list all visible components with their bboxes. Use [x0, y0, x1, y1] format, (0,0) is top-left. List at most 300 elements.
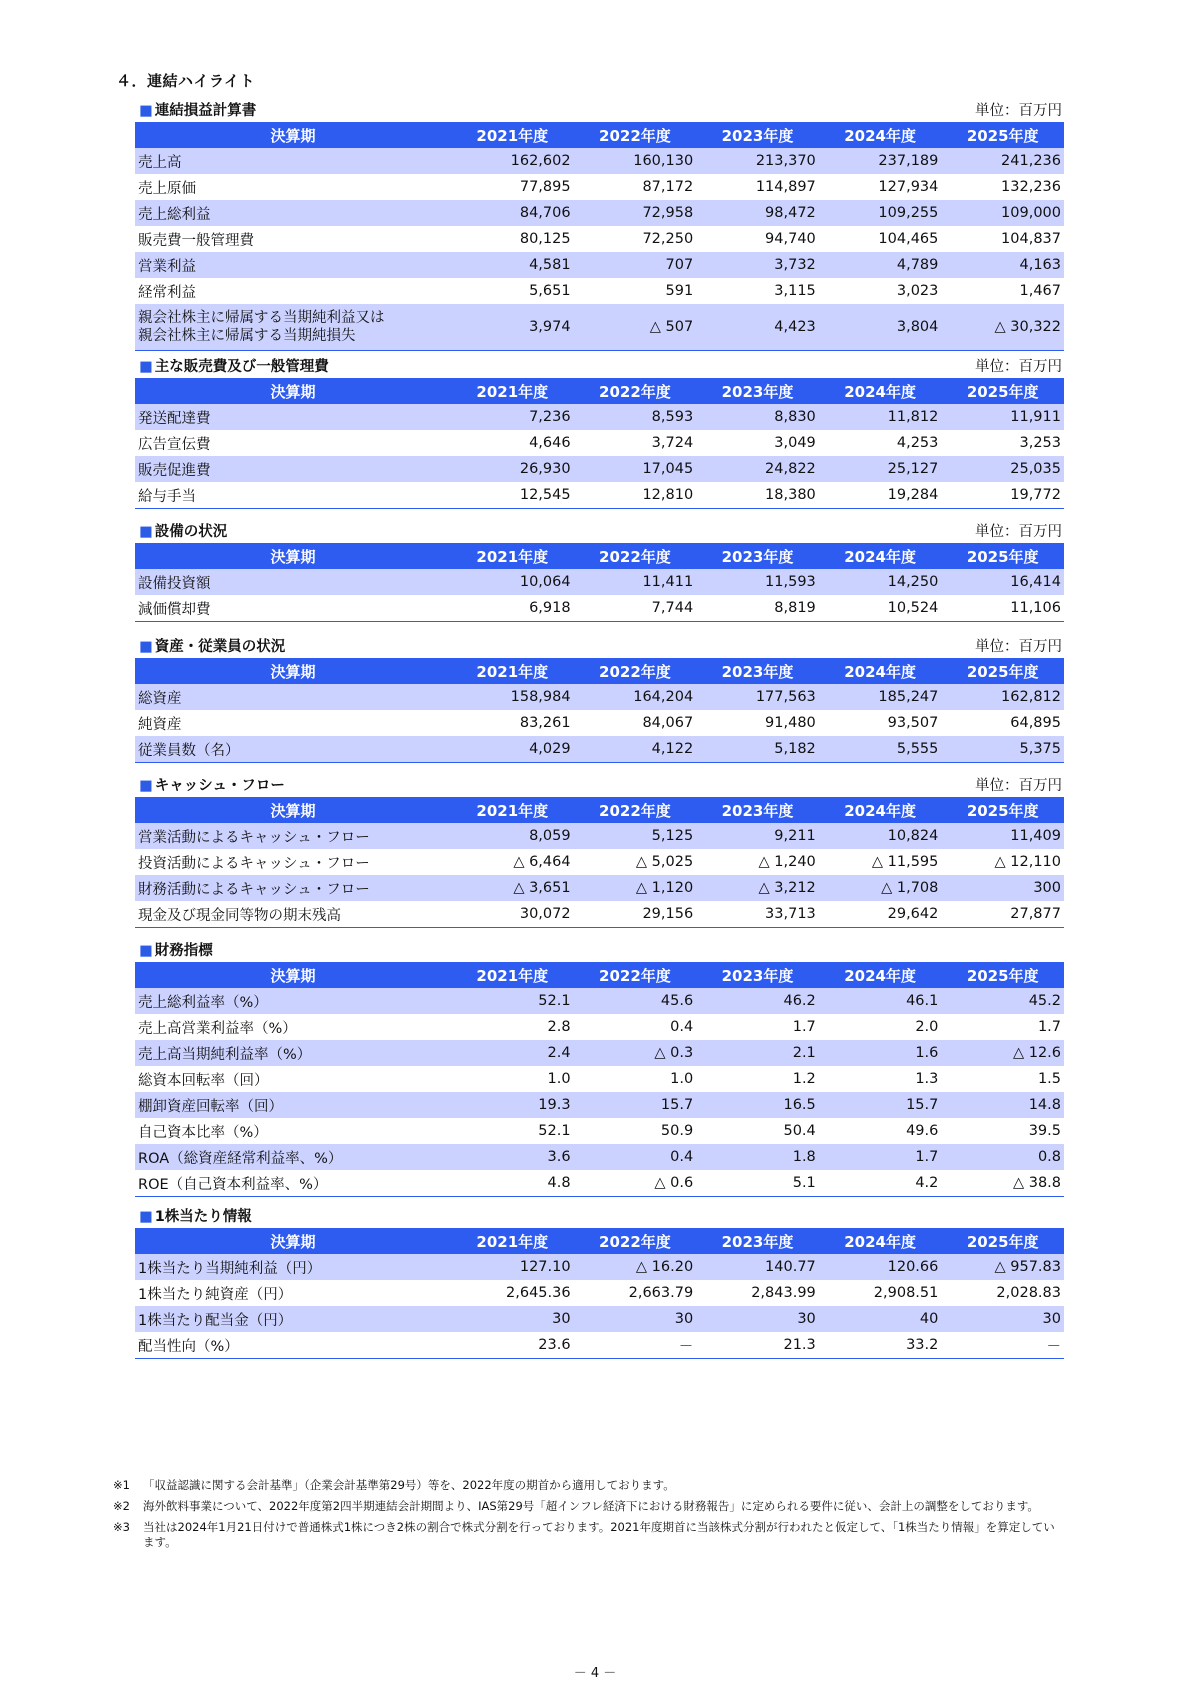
- value-cell: 3,049: [696, 430, 819, 456]
- row-label-text: ROA（総資産経常利益率、%）: [138, 1150, 343, 1167]
- value-cell: 591: [574, 278, 697, 304]
- section-1: [135, 100, 1064, 351]
- footnote-text: 海外飲料事業について、2022年度第2四半期連結会計期間より、IAS第29号「超インフレ経済下における財務報告」に定められる要件に従い、会計上の調整をしております。: [143, 1499, 1039, 1513]
- row-label-text: 総資産: [138, 690, 182, 707]
- data-table: [135, 122, 1064, 351]
- row-label-text: 減価償却費: [138, 601, 211, 618]
- row-label-text: 従業員数（名）: [138, 742, 240, 759]
- table-row: [135, 875, 1064, 901]
- column-header-period: 決算期: [135, 378, 451, 404]
- column-header-year: 2023年度: [696, 543, 819, 569]
- page-heading: ４．連結ハイライト: [116, 72, 256, 90]
- row-label: [135, 710, 451, 736]
- column-header-year: 2023年度: [696, 962, 819, 988]
- row-label-text: 広告宣伝費: [138, 436, 211, 453]
- row-label-text: 売上総利益: [138, 206, 211, 223]
- value-cell: △ 0.3: [574, 1040, 697, 1066]
- column-header-period: 決算期: [135, 122, 451, 148]
- row-label: [135, 482, 451, 509]
- value-cell: 4,163: [941, 252, 1064, 278]
- row-label-text: 財務活動によるキャッシュ・フロー: [138, 881, 370, 898]
- table-row: [135, 1170, 1064, 1197]
- value-cell: 1.0: [574, 1066, 697, 1092]
- square-bullet-icon: ■: [139, 103, 153, 119]
- value-cell: 33.2: [819, 1332, 942, 1359]
- value-cell: 1.7: [941, 1014, 1064, 1040]
- row-label: [135, 1332, 451, 1359]
- value-cell: 14.8: [941, 1092, 1064, 1118]
- section-title: [139, 99, 256, 120]
- value-cell: 30: [696, 1306, 819, 1332]
- value-cell: 40: [819, 1306, 942, 1332]
- footnote-3: [113, 1520, 1063, 1550]
- row-label: [135, 148, 451, 174]
- table-row: [135, 595, 1064, 622]
- value-cell: 30: [451, 1306, 574, 1332]
- row-label-text: 配当性向（%）: [138, 1338, 239, 1355]
- row-label-text: 棚卸資産回転率（回）: [138, 1098, 283, 1115]
- value-cell: 83,261: [451, 710, 574, 736]
- value-cell: 10,824: [819, 823, 942, 849]
- value-cell: 1.8: [696, 1144, 819, 1170]
- value-cell: 11,106: [941, 595, 1064, 622]
- value-cell: 237,189: [819, 148, 942, 174]
- value-cell: 1.7: [696, 1014, 819, 1040]
- table-row: [135, 1014, 1064, 1040]
- value-cell: 45.2: [941, 988, 1064, 1014]
- column-header-year: 2021年度: [451, 658, 574, 684]
- square-bullet-icon: ■: [139, 359, 153, 375]
- value-cell: 177,563: [696, 684, 819, 710]
- unit-label: 単位：百万円: [975, 524, 1062, 540]
- section-header: [135, 356, 1064, 378]
- value-cell: 0.8: [941, 1144, 1064, 1170]
- value-cell: 46.1: [819, 988, 942, 1014]
- value-cell: 0.4: [574, 1014, 697, 1040]
- column-header-year: 2025年度: [941, 1228, 1064, 1254]
- value-cell: 1.5: [941, 1066, 1064, 1092]
- row-label-text: 売上高: [138, 154, 182, 171]
- section-title: [139, 939, 213, 960]
- value-cell: △ 1,708: [819, 875, 942, 901]
- value-cell: △ 3,212: [696, 875, 819, 901]
- section-header: [135, 775, 1064, 797]
- table-row: [135, 430, 1064, 456]
- value-cell: △ 30,322: [941, 304, 1064, 351]
- value-cell: 1.7: [819, 1144, 942, 1170]
- value-cell: 8,830: [696, 404, 819, 430]
- value-cell: 8,059: [451, 823, 574, 849]
- footnote-mark: ※2: [113, 1499, 130, 1513]
- row-label: [135, 988, 451, 1014]
- square-bullet-icon: ■: [139, 524, 153, 540]
- value-cell: 140.77: [696, 1254, 819, 1280]
- row-label: [135, 569, 451, 595]
- table-row: [135, 736, 1064, 763]
- value-cell: 4,423: [696, 304, 819, 351]
- square-bullet-icon: ■: [139, 778, 153, 794]
- value-cell: 11,812: [819, 404, 942, 430]
- value-cell: 33,713: [696, 901, 819, 928]
- value-cell: 3,974: [451, 304, 574, 351]
- value-cell: 2.4: [451, 1040, 574, 1066]
- table-header-row: [135, 658, 1064, 684]
- value-cell: 158,984: [451, 684, 574, 710]
- column-header-year: 2023年度: [696, 378, 819, 404]
- value-cell: △ 6,464: [451, 849, 574, 875]
- row-label: [135, 1280, 451, 1306]
- column-header-year: 2022年度: [574, 797, 697, 823]
- column-header-year: 2023年度: [696, 122, 819, 148]
- column-header-year: 2021年度: [451, 962, 574, 988]
- value-cell: 6,918: [451, 595, 574, 622]
- value-cell: 160,130: [574, 148, 697, 174]
- row-label-text: 営業利益: [138, 258, 196, 275]
- row-label-text: 純資産: [138, 716, 182, 733]
- row-label: [135, 1014, 451, 1040]
- column-header-year: 2021年度: [451, 122, 574, 148]
- value-cell: 15.7: [574, 1092, 697, 1118]
- table-row: [135, 226, 1064, 252]
- value-cell: 5,182: [696, 736, 819, 763]
- value-cell: 7,236: [451, 404, 574, 430]
- footnote-mark: ※1: [113, 1478, 130, 1492]
- column-header-period: 決算期: [135, 543, 451, 569]
- value-cell: 25,127: [819, 456, 942, 482]
- value-cell: 2,843.99: [696, 1280, 819, 1306]
- value-cell: 3,804: [819, 304, 942, 351]
- table-row: [135, 1144, 1064, 1170]
- value-cell: △ 957.83: [941, 1254, 1064, 1280]
- section-title: [139, 1205, 252, 1226]
- section-header: [135, 521, 1064, 543]
- value-cell: 30,072: [451, 901, 574, 928]
- column-header-year: 2021年度: [451, 797, 574, 823]
- value-cell: 52.1: [451, 1118, 574, 1144]
- square-bullet-icon: ■: [139, 1209, 153, 1225]
- column-header-year: 2023年度: [696, 658, 819, 684]
- value-cell: 3,732: [696, 252, 819, 278]
- value-cell: 4.8: [451, 1170, 574, 1197]
- value-cell: 64,895: [941, 710, 1064, 736]
- value-cell: 7,744: [574, 595, 697, 622]
- value-cell: △ 12.6: [941, 1040, 1064, 1066]
- column-header-year: 2024年度: [819, 658, 942, 684]
- value-cell: 2,908.51: [819, 1280, 942, 1306]
- value-cell: △ 11,595: [819, 849, 942, 875]
- table-row: [135, 404, 1064, 430]
- data-table: [135, 658, 1064, 763]
- value-cell: 1.6: [819, 1040, 942, 1066]
- table-row: [135, 1332, 1064, 1359]
- table-row: [135, 823, 1064, 849]
- section-7: [135, 1206, 1064, 1359]
- row-label-text-line2: 親会社株主に帰属する当期純損失: [138, 328, 356, 344]
- table-row: [135, 1280, 1064, 1306]
- row-label: [135, 1118, 451, 1144]
- section-header: [135, 636, 1064, 658]
- footnote-1: [113, 1478, 1063, 1493]
- row-label-text: 投資活動によるキャッシュ・フロー: [138, 855, 370, 872]
- row-label: [135, 684, 451, 710]
- value-cell: △ 16.20: [574, 1254, 697, 1280]
- value-cell: 15.7: [819, 1092, 942, 1118]
- page-number: － 4 －: [573, 1666, 617, 1681]
- table-row: [135, 569, 1064, 595]
- table-row: [135, 1092, 1064, 1118]
- row-label: [135, 304, 451, 351]
- column-header-year: 2024年度: [819, 543, 942, 569]
- unit-label: 単位：百万円: [975, 778, 1062, 794]
- value-cell: 213,370: [696, 148, 819, 174]
- row-label: [135, 278, 451, 304]
- table-row: [135, 901, 1064, 928]
- value-cell: △ 3,651: [451, 875, 574, 901]
- value-cell: 5,555: [819, 736, 942, 763]
- section-title-text: 資産・従業員の状況: [154, 639, 286, 655]
- row-label-text: 1株当たり純資産（円）: [138, 1286, 293, 1303]
- value-cell: 80,125: [451, 226, 574, 252]
- value-cell: 3,115: [696, 278, 819, 304]
- section-header: [135, 940, 1064, 962]
- value-cell: 12,545: [451, 482, 574, 509]
- value-cell: 162,602: [451, 148, 574, 174]
- column-header-period: 決算期: [135, 1228, 451, 1254]
- data-table: [135, 797, 1064, 928]
- square-bullet-icon: ■: [139, 943, 153, 959]
- value-cell: 9,211: [696, 823, 819, 849]
- value-cell: 8,819: [696, 595, 819, 622]
- column-header-year: 2025年度: [941, 962, 1064, 988]
- row-label-text: 販売費一般管理費: [138, 232, 254, 249]
- value-cell: 39.5: [941, 1118, 1064, 1144]
- value-cell: 3,253: [941, 430, 1064, 456]
- value-cell: 162,812: [941, 684, 1064, 710]
- value-cell: 26,930: [451, 456, 574, 482]
- value-cell: 2,645.36: [451, 1280, 574, 1306]
- row-label: [135, 901, 451, 928]
- value-cell: －: [941, 1332, 1064, 1359]
- footnote-text: 当社は2024年1月21日付けで普通株式1株につき2株の割合で株式分割を行っております。2021年度期首に当該株式分割が行われたと仮定して、「1株当たり情報」を算定しています。: [143, 1520, 1055, 1549]
- section-title: [139, 355, 329, 376]
- value-cell: 4,122: [574, 736, 697, 763]
- table-row: [135, 710, 1064, 736]
- value-cell: 10,064: [451, 569, 574, 595]
- value-cell: 127,934: [819, 174, 942, 200]
- value-cell: 2.1: [696, 1040, 819, 1066]
- table-row: [135, 1306, 1064, 1332]
- column-header-year: 2021年度: [451, 1228, 574, 1254]
- row-label: [135, 1254, 451, 1280]
- row-label-text: 親会社株主に帰属する当期純利益又は: [138, 310, 385, 326]
- column-header-year: 2024年度: [819, 378, 942, 404]
- footnote-text: 「収益認識に関する会計基準」（企業会計基準第29号）等を、2022年度の期首から適用しております。: [143, 1478, 675, 1492]
- row-label: [135, 1066, 451, 1092]
- row-label-text: 営業活動によるキャッシュ・フロー: [138, 829, 370, 846]
- value-cell: 4,253: [819, 430, 942, 456]
- row-label: [135, 875, 451, 901]
- section-3: [135, 521, 1064, 622]
- column-header-year: 2025年度: [941, 543, 1064, 569]
- table-header-row: [135, 1228, 1064, 1254]
- row-label-text: 設備投資額: [138, 575, 211, 592]
- value-cell: △ 38.8: [941, 1170, 1064, 1197]
- value-cell: 2.8: [451, 1014, 574, 1040]
- footnote-2: [113, 1499, 1063, 1514]
- column-header-year: 2022年度: [574, 1228, 697, 1254]
- value-cell: 72,958: [574, 200, 697, 226]
- section-title: [139, 774, 285, 795]
- value-cell: 52.1: [451, 988, 574, 1014]
- column-header-year: 2021年度: [451, 378, 574, 404]
- value-cell: 12,810: [574, 482, 697, 509]
- value-cell: 5.1: [696, 1170, 819, 1197]
- row-label-text: 販売促進費: [138, 462, 211, 479]
- row-label: [135, 430, 451, 456]
- row-label: [135, 823, 451, 849]
- value-cell: 8,593: [574, 404, 697, 430]
- value-cell: 18,380: [696, 482, 819, 509]
- section-header: [135, 1206, 1064, 1228]
- value-cell: 11,593: [696, 569, 819, 595]
- value-cell: 27,877: [941, 901, 1064, 928]
- column-header-period: 決算期: [135, 658, 451, 684]
- value-cell: 241,236: [941, 148, 1064, 174]
- table-row: [135, 988, 1064, 1014]
- value-cell: 94,740: [696, 226, 819, 252]
- table-row: [135, 849, 1064, 875]
- column-header-period: 決算期: [135, 797, 451, 823]
- row-label-text: 1株当たり配当金（円）: [138, 1312, 293, 1329]
- row-label: [135, 404, 451, 430]
- section-5: [135, 775, 1064, 928]
- value-cell: 109,000: [941, 200, 1064, 226]
- value-cell: 120.66: [819, 1254, 942, 1280]
- value-cell: 104,837: [941, 226, 1064, 252]
- row-label-text: 売上総利益率（%）: [138, 994, 268, 1011]
- row-label: [135, 1170, 451, 1197]
- value-cell: 23.6: [451, 1332, 574, 1359]
- footnote-mark: ※3: [113, 1520, 130, 1534]
- value-cell: 29,156: [574, 901, 697, 928]
- table-header-row: [135, 122, 1064, 148]
- row-label-text: 自己資本比率（%）: [138, 1124, 268, 1141]
- data-table: [135, 378, 1064, 509]
- data-table: [135, 543, 1064, 622]
- column-header-year: 2022年度: [574, 543, 697, 569]
- value-cell: △ 5,025: [574, 849, 697, 875]
- value-cell: △ 1,240: [696, 849, 819, 875]
- column-header-year: 2023年度: [696, 1228, 819, 1254]
- unit-label: 単位：百万円: [975, 103, 1062, 119]
- column-header-year: 2024年度: [819, 122, 942, 148]
- column-header-period: 決算期: [135, 962, 451, 988]
- value-cell: 45.6: [574, 988, 697, 1014]
- table-header-row: [135, 797, 1064, 823]
- value-cell: 24,822: [696, 456, 819, 482]
- value-cell: 3.6: [451, 1144, 574, 1170]
- row-label-text: 売上原価: [138, 180, 196, 197]
- column-header-year: 2025年度: [941, 797, 1064, 823]
- column-header-year: 2024年度: [819, 797, 942, 823]
- value-cell: 16,414: [941, 569, 1064, 595]
- value-cell: 11,409: [941, 823, 1064, 849]
- footnotes: [113, 1478, 1063, 1556]
- value-cell: 87,172: [574, 174, 697, 200]
- column-header-year: 2022年度: [574, 122, 697, 148]
- section-6: [135, 940, 1064, 1197]
- table-header-row: [135, 378, 1064, 404]
- value-cell: 50.4: [696, 1118, 819, 1144]
- section-title-text: 設備の状況: [154, 524, 228, 540]
- value-cell: 91,480: [696, 710, 819, 736]
- section-title-text: 1株当たり情報: [154, 1209, 252, 1225]
- value-cell: 16.5: [696, 1092, 819, 1118]
- row-label: [135, 1092, 451, 1118]
- value-cell: 11,411: [574, 569, 697, 595]
- value-cell: 84,067: [574, 710, 697, 736]
- section-title-text: キャッシュ・フロー: [154, 778, 285, 794]
- row-label: [135, 1040, 451, 1066]
- table-header-row: [135, 543, 1064, 569]
- table-row: [135, 304, 1064, 351]
- section-title-text: 財務指標: [154, 943, 213, 959]
- row-label-text: 経常利益: [138, 284, 196, 301]
- value-cell: 3,724: [574, 430, 697, 456]
- value-cell: 0.4: [574, 1144, 697, 1170]
- row-label-text: ROE（自己資本利益率、%）: [138, 1176, 328, 1193]
- value-cell: 707: [574, 252, 697, 278]
- table-row: [135, 174, 1064, 200]
- value-cell: 84,706: [451, 200, 574, 226]
- row-label: [135, 1144, 451, 1170]
- value-cell: △ 507: [574, 304, 697, 351]
- value-cell: △ 0.6: [574, 1170, 697, 1197]
- table-row: [135, 252, 1064, 278]
- column-header-year: 2025年度: [941, 378, 1064, 404]
- column-header-year: 2024年度: [819, 1228, 942, 1254]
- value-cell: 72,250: [574, 226, 697, 252]
- value-cell: 5,375: [941, 736, 1064, 763]
- table-row: [135, 1040, 1064, 1066]
- table-row: [135, 1254, 1064, 1280]
- row-label: [135, 174, 451, 200]
- table-row: [135, 482, 1064, 509]
- data-table: [135, 962, 1064, 1197]
- row-label: [135, 1306, 451, 1332]
- row-label-text: 総資本回転率（回）: [138, 1072, 269, 1089]
- value-cell: 17,045: [574, 456, 697, 482]
- unit-label: 単位：百万円: [975, 639, 1062, 655]
- table-row: [135, 1066, 1064, 1092]
- value-cell: 4.2: [819, 1170, 942, 1197]
- value-cell: 21.3: [696, 1332, 819, 1359]
- value-cell: 11,911: [941, 404, 1064, 430]
- table-row: [135, 278, 1064, 304]
- value-cell: 93,507: [819, 710, 942, 736]
- value-cell: △ 1,120: [574, 875, 697, 901]
- column-header-year: 2022年度: [574, 658, 697, 684]
- value-cell: 19.3: [451, 1092, 574, 1118]
- row-label: [135, 252, 451, 278]
- table-row: [135, 684, 1064, 710]
- value-cell: 2,663.79: [574, 1280, 697, 1306]
- value-cell: 10,524: [819, 595, 942, 622]
- column-header-year: 2022年度: [574, 962, 697, 988]
- value-cell: 4,789: [819, 252, 942, 278]
- value-cell: 19,772: [941, 482, 1064, 509]
- value-cell: 3,023: [819, 278, 942, 304]
